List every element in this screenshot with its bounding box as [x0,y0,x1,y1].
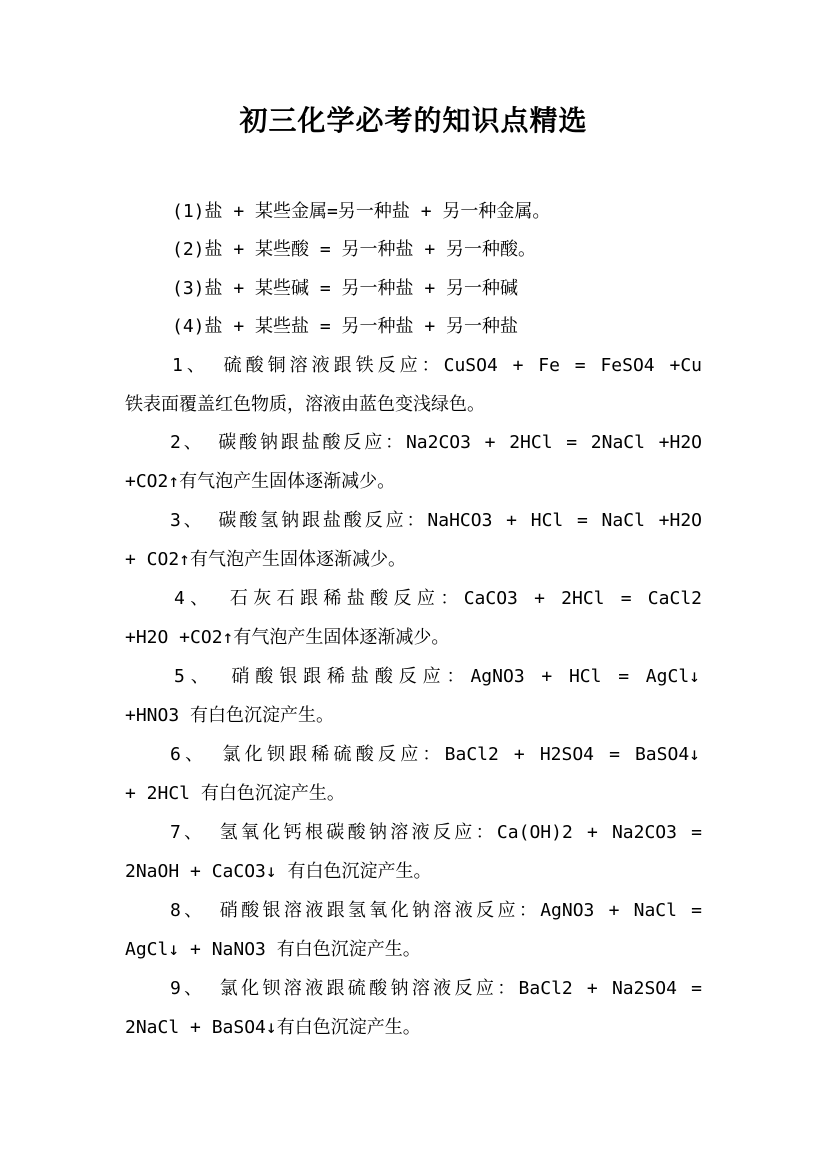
reaction-line: 2、 碳酸钠跟盐酸反应：Na2CO3 + 2HCl = 2NaCl +H2O [170,432,702,453]
reaction-line: + 2HCl 有白色沉淀产生。 [125,783,345,804]
reaction-line: 7、 氢氧化钙根碳酸钠溶液反应：Ca(OH)2 + Na2CO3 = [170,822,702,843]
reaction-line: +HNO3 有白色沉淀产生。 [125,705,335,726]
reaction-line: 3、 碳酸氢钠跟盐酸反应：NaHCO3 + HCl = NaCl +H2O [170,510,702,531]
reaction-line: + CO2↑有气泡产生固体逐渐减少。 [125,549,407,570]
reaction-line: 2NaCl + BaSO4↓有白色沉淀产生。 [125,1017,421,1038]
reaction-line: 铁表面覆盖红色物质，溶液由蓝色变浅绿色。 [125,394,485,415]
rule-line: (3)盐 + 某些碱 = 另一种盐 + 另一种碱 [172,278,519,299]
reaction-line: 6、 氯化钡跟稀硫酸反应：BaCl2 + H2SO4 = BaSO4↓ [170,744,700,765]
reaction-line: +CO2↑有气泡产生固体逐渐减少。 [125,471,396,492]
reaction-line: 4、 石灰石跟稀盐酸反应：CaCO3 + 2HCl = CaCl2 [174,588,702,609]
rule-line: (2)盐 + 某些酸 = 另一种盐 + 另一种酸。 [172,239,537,260]
reaction-line: 5、 硝酸银跟稀盐酸反应：AgNO3 + HCl = AgCl↓ [174,666,700,687]
rule-line: (1)盐 + 某些金属=另一种盐 + 另一种金属。 [172,201,551,222]
rule-line: (4)盐 + 某些盐 = 另一种盐 + 另一种盐 [172,316,519,337]
reaction-line: AgCl↓ + NaNO3 有白色沉淀产生。 [125,939,421,960]
reaction-line: 2NaOH + CaCO3↓ 有白色沉淀产生。 [125,861,432,882]
reaction-line: 1、 硫酸铜溶液跟铁反应：CuSO4 + Fe = FeSO4 +Cu [172,355,702,376]
reaction-line: 9、 氯化钡溶液跟硫酸钠溶液反应：BaCl2 + Na2SO4 = [170,978,702,999]
reaction-line: 8、 硝酸银溶液跟氢氧化钠溶液反应：AgNO3 + NaCl = [170,900,702,921]
document-title: 初三化学必考的知识点精选 [239,104,588,137]
reaction-line: +H2O +CO2↑有气泡产生固体逐渐减少。 [125,627,450,648]
